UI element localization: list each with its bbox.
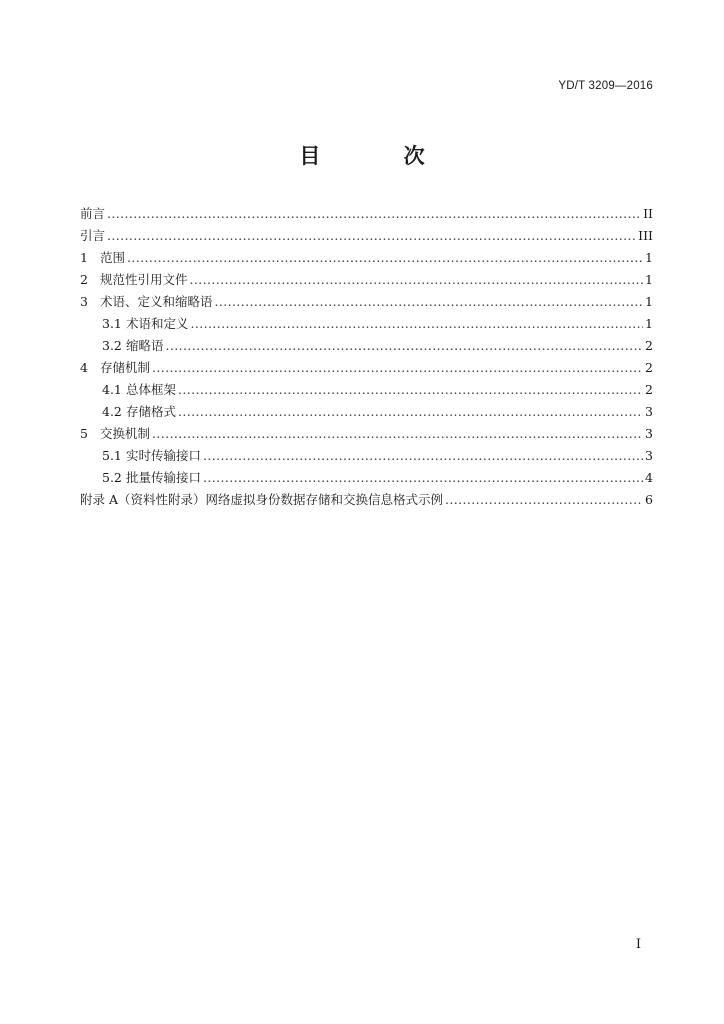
- toc-entry-page: 3: [645, 448, 653, 463]
- toc-entry-number: 5: [80, 426, 88, 441]
- dot-leader: [191, 313, 644, 335]
- document-code: YD/T 3209—2016: [558, 80, 653, 92]
- toc-entry[interactable]: [80, 269, 653, 291]
- page-title: 目 次: [299, 144, 463, 168]
- toc-entry[interactable]: [80, 291, 653, 313]
- toc-entry-page: 2: [645, 360, 653, 375]
- toc-entry-page: 1: [645, 316, 653, 331]
- toc-entry-number: 2: [80, 272, 88, 287]
- toc-entry[interactable]: [80, 335, 653, 357]
- toc-entry-number: 5.2: [102, 470, 122, 485]
- toc-entry[interactable]: [80, 401, 653, 423]
- toc-entry-number: 4.2: [102, 404, 122, 419]
- toc-entry-page: 1: [645, 294, 653, 309]
- toc-entry-number: 4.1: [102, 382, 122, 397]
- dot-leader: [203, 445, 643, 467]
- toc-entry[interactable]: [80, 357, 653, 379]
- dot-leader: [152, 423, 643, 445]
- dot-leader: [178, 379, 643, 401]
- toc-entry-page: III: [638, 228, 653, 243]
- toc-entry[interactable]: [80, 445, 653, 467]
- toc-entry-page: 2: [645, 338, 653, 353]
- toc-entry[interactable]: [80, 467, 653, 489]
- toc-entry-number: 3.1: [102, 316, 122, 331]
- toc-entry-title: 实时传输接口: [126, 448, 202, 463]
- dot-leader: [127, 247, 643, 269]
- toc-entry[interactable]: [80, 203, 653, 225]
- toc-entry-number: 1: [80, 250, 88, 265]
- toc-entry-page: 6: [645, 492, 653, 507]
- toc-entry-page: 3: [645, 404, 653, 419]
- toc-entry-title: 引言: [80, 228, 106, 243]
- toc-entry-title: 总体框架: [126, 382, 177, 397]
- toc-entry[interactable]: [80, 247, 653, 269]
- toc-entry[interactable]: [80, 313, 653, 335]
- toc-entry-page: 1: [645, 272, 653, 287]
- toc-entry-number: 4: [80, 360, 88, 375]
- toc-entry[interactable]: [80, 225, 653, 247]
- toc-entry-title: 批量传输接口: [126, 470, 202, 485]
- toc-entry-title: 术语和定义: [126, 316, 189, 331]
- toc-entry[interactable]: [80, 423, 653, 445]
- toc-entry-title: 术语、定义和缩略语: [100, 294, 213, 309]
- toc-entry-page: 4: [645, 470, 653, 485]
- toc-entry-title: 存储格式: [126, 404, 177, 419]
- toc-entry[interactable]: [80, 489, 653, 511]
- toc-entry-page: 3: [645, 426, 653, 441]
- dot-leader: [215, 291, 644, 313]
- dot-leader: [190, 269, 644, 291]
- dot-leader: [107, 225, 636, 247]
- toc-entry-title: 范围: [100, 250, 126, 265]
- toc-entry[interactable]: [80, 379, 653, 401]
- toc-entry-title: 规范性引用文件: [100, 272, 188, 287]
- toc-entry-title: 交换机制: [100, 426, 151, 441]
- toc-entry-title: 缩略语: [126, 338, 164, 353]
- toc-entry-number: 3: [80, 294, 88, 309]
- dot-leader: [107, 203, 641, 225]
- dot-leader: [203, 467, 643, 489]
- toc-entry-page: 1: [645, 250, 653, 265]
- toc-entry-number: 5.1: [102, 448, 122, 463]
- dot-leader: [178, 401, 643, 423]
- dot-leader: [166, 335, 644, 357]
- table-of-contents: [80, 203, 653, 511]
- dot-leader: [152, 357, 643, 379]
- page-number: I: [635, 937, 641, 952]
- toc-entry-title: 前言: [80, 206, 106, 221]
- dot-leader: [445, 489, 643, 511]
- toc-entry-title: 附录 A（资料性附录）网络虚拟身份数据存储和交换信息格式示例: [80, 492, 444, 507]
- toc-entry-page: 2: [645, 382, 653, 397]
- toc-entry-title: 存储机制: [100, 360, 151, 375]
- toc-entry-page: II: [643, 206, 653, 221]
- toc-entry-number: 3.2: [102, 338, 122, 353]
